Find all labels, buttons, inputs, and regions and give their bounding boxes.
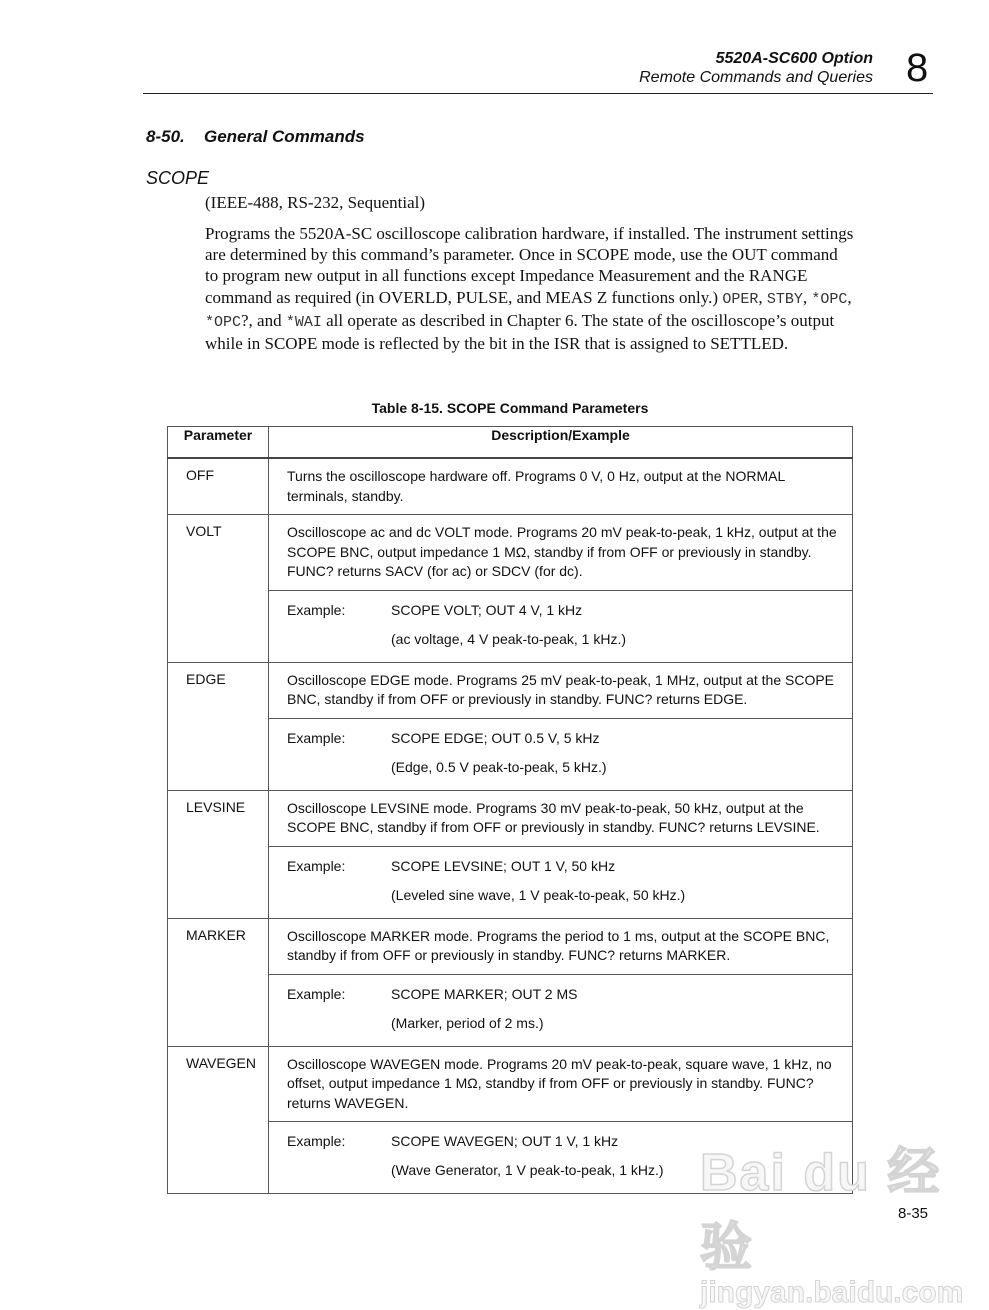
column-header-description: Description/Example bbox=[269, 427, 853, 459]
example-command: SCOPE EDGE; OUT 0.5 V, 5 kHz bbox=[391, 729, 600, 746]
header-divider bbox=[143, 93, 933, 94]
example-command: SCOPE WAVEGEN; OUT 1 V, 1 kHz bbox=[391, 1133, 619, 1149]
example-cell bbox=[269, 846, 853, 918]
parameter-cell: VOLT bbox=[168, 515, 269, 663]
example-label: Example: bbox=[287, 1133, 346, 1149]
table-row bbox=[168, 662, 853, 718]
table-row bbox=[168, 918, 853, 974]
description-cell: Turns the oscilloscope hardware off. Programs 0 V, 0 Hz, output at the NORMAL terminals, standby. bbox=[269, 458, 853, 515]
example-label: Example: bbox=[287, 729, 346, 746]
command-name: SCOPE bbox=[146, 168, 210, 188]
example-note: (ac voltage, 4 V peak-to-peak, 1 kHz.) bbox=[391, 630, 626, 647]
example-label: Example: bbox=[287, 857, 346, 874]
example-row bbox=[168, 718, 853, 790]
example-row bbox=[168, 590, 853, 662]
command-description bbox=[205, 223, 855, 354]
description-text: all operate as described in Chapter 6. The state of the oscilloscope’s output while in SCOPE mode is reflected by the bit in the ISR that is assigned to SETTLED. bbox=[205, 310, 835, 354]
description-cell: Oscilloscope EDGE mode. Programs 25 mV peak-to-peak, 1 MHz, output at the SCOPE BNC, standby if from OFF or previously in standby. FUNC? returns EDGE. bbox=[269, 662, 853, 718]
parameter-cell: MARKER bbox=[168, 918, 269, 1046]
parameters-table bbox=[167, 426, 853, 1194]
parameter-cell: EDGE bbox=[168, 662, 269, 790]
code-opc: *OPC bbox=[811, 290, 848, 308]
example-command: SCOPE VOLT; OUT 4 V, 1 kHz bbox=[391, 601, 583, 618]
column-header-parameter: Parameter bbox=[168, 427, 269, 459]
table-caption: Table 8-15. SCOPE Command Parameters bbox=[371, 400, 649, 416]
watermark-brand: Bai du 经验 bbox=[700, 1144, 942, 1277]
description-text: , bbox=[847, 287, 852, 307]
chapter-title: Remote Commands and Queries bbox=[639, 69, 873, 86]
example-note: (Wave Generator, 1 V peak-to-peak, 1 kHz.) bbox=[391, 1162, 664, 1178]
description-cell: Oscilloscope LEVSINE mode. Programs 30 mV peak-to-peak, 50 kHz, output at the SCOPE BNC, standby if from OFF or previously in standby. FUNC? returns LEVSINE. bbox=[269, 790, 853, 846]
command-interfaces: (IEEE-488, RS-232, Sequential) bbox=[205, 193, 426, 212]
example-note: (Leveled sine wave, 1 V peak-to-peak, 50 kHz.) bbox=[391, 886, 686, 903]
example-note: (Edge, 0.5 V peak-to-peak, 5 kHz.) bbox=[391, 758, 607, 775]
example-cell bbox=[269, 590, 853, 662]
description-text: Programs the 5520A-SC oscilloscope calibration hardware, if installed. The instrument settings are determined by this command’s parameter. Once in SCOPE mode, use the OUT command to program new output in all functions except Impedance Measurement and the RANGE command as required (in OVERLD, PULSE, and MEAS Z functions only.) bbox=[205, 224, 854, 307]
description-text: ?, and bbox=[241, 310, 286, 330]
parameter-cell: LEVSINE bbox=[168, 790, 269, 918]
parameter-cell: WAVEGEN bbox=[168, 1046, 269, 1194]
example-label: Example: bbox=[287, 601, 346, 618]
watermark-url: jingyan.baidu.com bbox=[700, 1276, 964, 1309]
section-number: 8-50. bbox=[146, 127, 185, 146]
table-row bbox=[168, 458, 853, 515]
example-row bbox=[168, 846, 853, 918]
description-text: , bbox=[802, 287, 812, 307]
manual-title: 5520A-SC600 Option bbox=[715, 50, 873, 67]
code-opc-query: *OPC bbox=[205, 313, 242, 331]
example-command: SCOPE MARKER; OUT 2 MS bbox=[391, 985, 578, 1002]
section-title: General Commands bbox=[204, 127, 365, 146]
description-cell: Oscilloscope WAVEGEN mode. Programs 20 mV peak-to-peak, square wave, 1 kHz, no offset, output impedance 1 MΩ, standby if from OFF or previously in standby. FUNC? returns WAVEGEN. bbox=[269, 1046, 853, 1122]
description-text: , bbox=[758, 287, 767, 307]
section-heading bbox=[146, 127, 365, 147]
example-row bbox=[168, 974, 853, 1046]
page-number: 8-35 bbox=[898, 1205, 929, 1222]
code-stby: STBY bbox=[766, 290, 803, 308]
description-cell: Oscilloscope MARKER mode. Programs the period to 1 ms, output at the SCOPE BNC, standby if from OFF or previously in standby. FUNC? returns MARKER. bbox=[269, 918, 853, 974]
chapter-number: 8 bbox=[906, 46, 929, 90]
parameter-cell: OFF bbox=[168, 458, 269, 515]
example-cell bbox=[269, 718, 853, 790]
example-cell bbox=[269, 974, 853, 1046]
code-wai: *WAI bbox=[285, 313, 322, 331]
baidu-watermark bbox=[700, 1130, 989, 1310]
table-header-row bbox=[168, 427, 853, 459]
code-oper: OPER bbox=[722, 290, 759, 308]
description-cell: Oscilloscope ac and dc VOLT mode. Programs 20 mV peak-to-peak, 1 kHz, output at the SCOPE BNC, output impedance 1 MΩ, standby if from OFF or previously in standby. FUNC? returns SACV (for ac) or SDCV (for dc). bbox=[269, 515, 853, 591]
table-row bbox=[168, 1046, 853, 1122]
table-row bbox=[168, 790, 853, 846]
example-label: Example: bbox=[287, 985, 346, 1002]
example-command: SCOPE LEVSINE; OUT 1 V, 50 kHz bbox=[391, 857, 616, 874]
table-row bbox=[168, 515, 853, 591]
example-note: (Marker, period of 2 ms.) bbox=[391, 1014, 544, 1031]
